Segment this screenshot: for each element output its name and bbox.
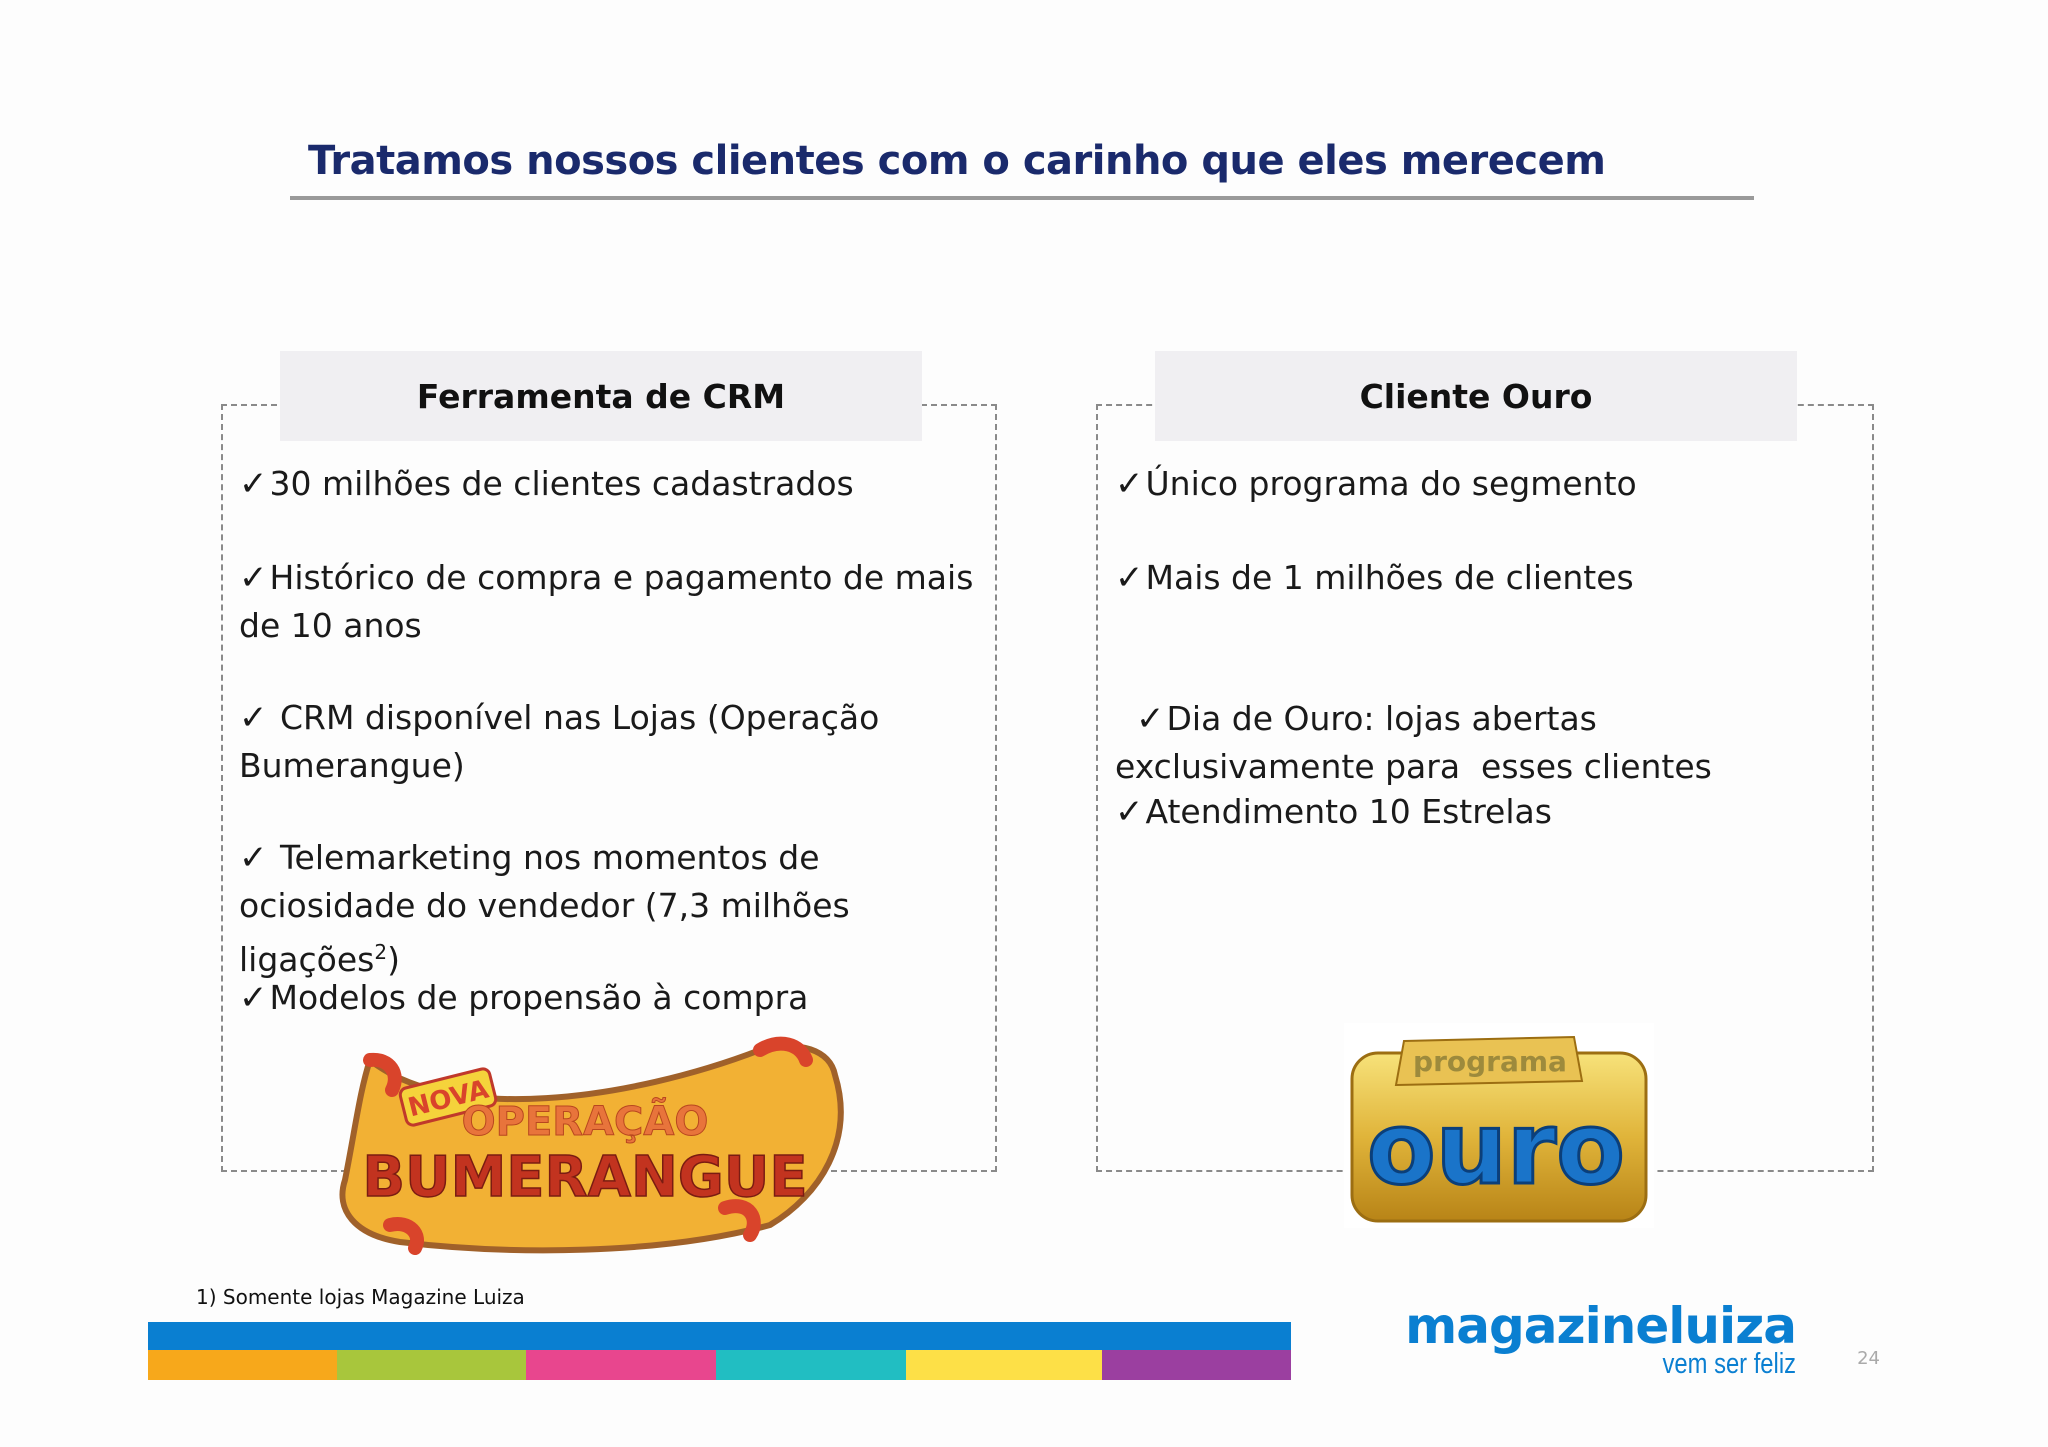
crm-bullet-3: ✓ CRM disponível nas Lojas (Operação Bumerangue) xyxy=(239,698,880,785)
cliente-ouro-panel-heading: Cliente Ouro xyxy=(1155,351,1797,441)
logo-nova-text: NOVA xyxy=(405,1074,492,1124)
brand-stripe-teal xyxy=(716,1350,906,1380)
brand-stripe-green xyxy=(337,1350,526,1380)
brand-stripe-purple xyxy=(1102,1350,1291,1380)
crm-bullet-1: ✓30 milhões de clientes cadastrados xyxy=(239,464,854,504)
logo-programa-text: programa xyxy=(1413,1045,1567,1078)
crm-panel-heading: Ferramenta de CRM xyxy=(280,351,922,441)
brand-stripe-blue xyxy=(148,1322,1291,1350)
ouro-bullet-1: ✓Único programa do segmento xyxy=(1115,464,1637,504)
brand-stripe-pink xyxy=(526,1350,716,1380)
crm-bullet-2: ✓Histórico de compra e pagamento de mais de 10 anos xyxy=(239,558,974,645)
footnote: 1) Somente lojas Magazine Luiza xyxy=(196,1285,525,1309)
checkmark-icon: ✓ xyxy=(239,698,268,738)
checkmark-icon: ✓ xyxy=(239,838,268,878)
checkmark-icon: ✓ xyxy=(239,464,268,504)
logo-ouro-text: ouro xyxy=(1367,1090,1625,1207)
crm-bullet-4: ✓ Telemarketing nos momentos de ociosidade do vendedor (7,3 milhões ligações$^2$) xyxy=(239,838,850,979)
programa-ouro-logo xyxy=(1344,1023,1654,1228)
logo-bumerangue-text: BUMERANGUE xyxy=(362,1145,808,1210)
ouro-bullet-3: ✓Dia de Ouro: lojas abertas exclusivamente para esses clientes xyxy=(1115,699,1712,786)
title-divider xyxy=(290,196,1754,200)
checkmark-icon: ✓ xyxy=(239,558,268,598)
checkmark-icon: ✓ xyxy=(1115,558,1144,598)
page-number: 24 xyxy=(1857,1348,1880,1369)
ouro-bullet-2: ✓Mais de 1 milhões de clientes xyxy=(1115,558,1634,598)
crm-bullet-5: ✓Modelos de propensão à compra xyxy=(239,978,809,1018)
checkmark-icon: ✓ xyxy=(1115,464,1144,504)
slide-title: Tratamos nossos clientes com o carinho que eles merecem xyxy=(308,138,1606,184)
checkmark-icon: ✓ xyxy=(1135,699,1165,739)
brand-stripe-orange xyxy=(148,1350,337,1380)
operacao-bumerangue-logo xyxy=(330,1030,860,1255)
footnote-marker: 2 xyxy=(374,940,388,964)
magazineluiza-logo: magazineluiza xyxy=(1405,1297,1796,1355)
ouro-bullet-4: ✓Atendimento 10 Estrelas xyxy=(1115,792,1552,832)
checkmark-icon: ✓ xyxy=(1115,792,1144,832)
logo-operacao-text: OPERAÇÃO xyxy=(461,1099,709,1145)
brand-tagline: vem ser feliz xyxy=(1662,1348,1796,1380)
brand-stripe-yellow xyxy=(906,1350,1102,1380)
checkmark-icon: ✓ xyxy=(239,978,268,1018)
